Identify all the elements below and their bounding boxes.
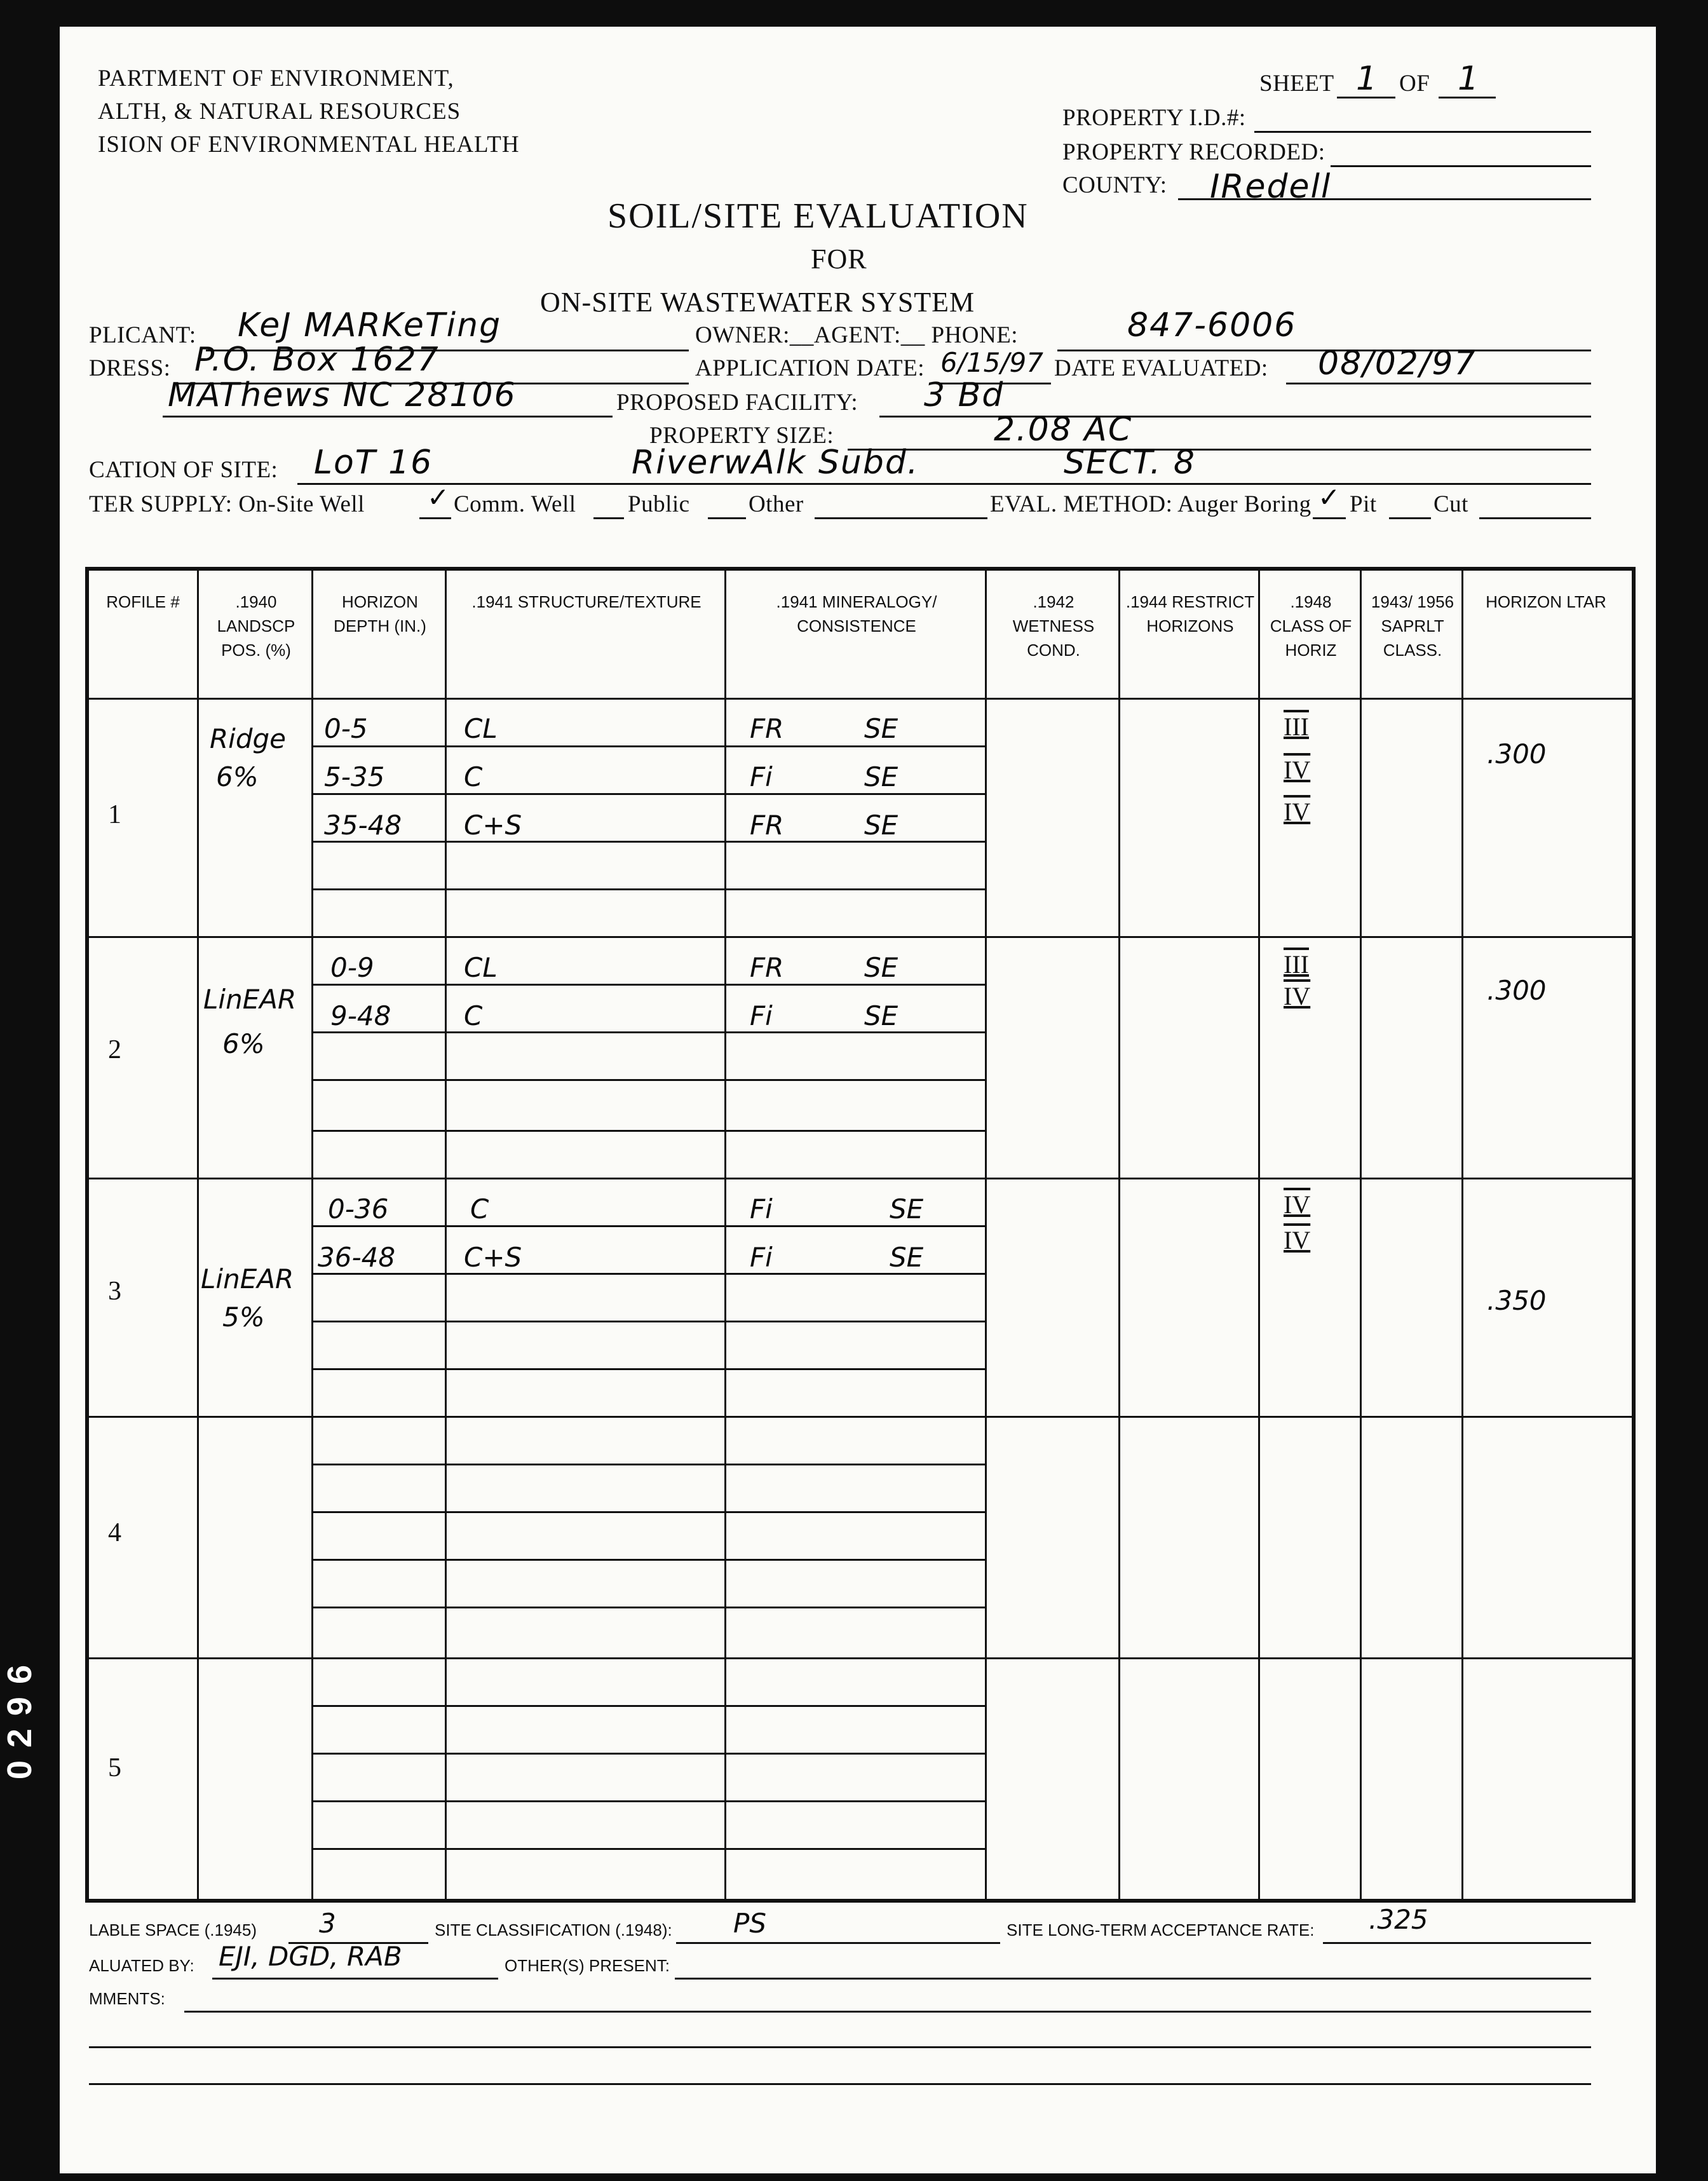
profile-2-depth-1: 0-9: [330, 952, 374, 983]
col-landscape-position: .1940 LANDSCP POS. (%): [217, 592, 295, 660]
dept-line-3: ISION OF ENVIRONMENTAL HEALTH: [98, 132, 520, 158]
profile-2-mineralogy-2: Fi: [750, 1000, 773, 1031]
profile-2-class-2: IV: [1284, 982, 1311, 1010]
profile-1-texture-1: CL: [464, 713, 498, 744]
profile-1-mineralogy-1: FR: [750, 713, 784, 744]
col-profile: ROFILE #: [106, 592, 180, 611]
property-size-value: 2.08 AC: [994, 411, 1133, 449]
profile-1-landscape: Ridge: [210, 723, 287, 754]
profile-2-class-1: III: [1284, 950, 1309, 979]
public-label: Public: [628, 491, 690, 517]
profile-3-number: 3: [108, 1277, 121, 1306]
profile-2-slope: 6%: [222, 1028, 265, 1059]
of-value: 1: [1458, 60, 1481, 98]
profile-1-texture-3: C+S: [464, 810, 522, 841]
evaluated-by-label: ALUATED BY:: [89, 1956, 194, 1975]
application-date-label: APPLICATION DATE:: [695, 355, 925, 381]
profile-1-number: 1: [108, 800, 121, 829]
profile-3-depth-2: 36-48: [318, 1242, 396, 1273]
auger-boring-check: ✓: [1318, 482, 1341, 513]
profile-3-class-2: IV: [1284, 1226, 1311, 1254]
others-present-label: OTHER(S) PRESENT:: [505, 1956, 670, 1975]
applicant-value: KeJ MARKeTing: [238, 306, 502, 344]
form-title-system: ON-SITE WASTEWATER SYSTEM: [540, 287, 975, 318]
col-saprolite-class: 1943/ 1956 SAPRLT CLASS.: [1371, 592, 1454, 660]
property-size-label: PROPERTY SIZE:: [649, 423, 834, 449]
col-wetness: .1942 WETNESS COND.: [1012, 592, 1095, 660]
profile-2-number: 2: [108, 1035, 121, 1064]
soil-profile-table: [85, 567, 1636, 1903]
col-class-of-horiz: .1948 CLASS OF HORIZ: [1270, 592, 1352, 660]
location-label: CATION OF SITE:: [89, 457, 278, 483]
profile-2-consistence-2: SE: [864, 1000, 898, 1031]
col-restrict-horizons: .1944 RESTRICT HORIZONS: [1125, 592, 1255, 635]
profile-2-consistence-1: SE: [864, 952, 898, 983]
location-subdivision: RiverwAlk Subd.: [632, 444, 919, 482]
profile-1-class-3: IV: [1284, 798, 1311, 826]
comments-label: MMENTS:: [89, 1989, 165, 2008]
applicant-label: PLICANT:: [89, 322, 196, 348]
profile-2-mineralogy-1: FR: [750, 952, 784, 983]
usable-space-label: LABLE SPACE (.1945): [89, 1920, 257, 1940]
address-label: DRESS:: [89, 355, 171, 381]
date-evaluated-label: DATE EVALUATED:: [1054, 355, 1268, 381]
site-classification-label: SITE CLASSIFICATION (.1948):: [435, 1920, 672, 1940]
dept-line-2: ALTH, & NATURAL RESOURCES: [98, 99, 461, 125]
profile-2-texture-1: CL: [464, 952, 498, 983]
profile-1-depth-3: 35-48: [324, 810, 402, 841]
on-site-well-check: ✓: [427, 482, 450, 513]
other-label: Other: [749, 491, 804, 517]
acceptance-rate-value: .325: [1369, 1904, 1428, 1935]
profile-1-class-2: IV: [1284, 756, 1311, 784]
profile-2-ltar: .300: [1487, 975, 1547, 1006]
profile-5-number: 5: [108, 1753, 121, 1783]
profile-3-mineralogy-1: Fi: [750, 1193, 773, 1225]
owner-agent-phone-label: OWNER:__AGENT:__ PHONE:: [695, 322, 1019, 348]
date-evaluated-value: 08/02/97: [1318, 344, 1477, 383]
col-structure-texture: .1941 STRUCTURE/TEXTURE: [471, 592, 702, 611]
profile-4-number: 4: [108, 1518, 121, 1547]
profile-3-depth-1: 0-36: [328, 1193, 389, 1225]
profile-1-depth-1: 0-5: [324, 713, 368, 744]
comm-well-label: Comm. Well: [454, 491, 576, 517]
pit-label: Pit: [1350, 491, 1377, 517]
profile-1-ltar: .300: [1487, 738, 1547, 770]
sheet-value: 1: [1356, 60, 1379, 98]
proposed-facility-label: PROPOSED FACILITY:: [616, 390, 858, 416]
profile-2-texture-2: C: [464, 1000, 483, 1031]
county-label: COUNTY:: [1062, 172, 1167, 198]
profile-3-consistence-2: SE: [890, 1242, 924, 1273]
dept-line-1: PARTMENT OF ENVIRONMENT,: [98, 65, 454, 92]
profile-1-class-1: III: [1284, 712, 1309, 741]
address-line-1: P.O. Box 1627: [194, 341, 440, 379]
profile-2-landscape: LinEAR: [203, 984, 297, 1015]
profile-1-mineralogy-3: FR: [750, 810, 784, 841]
site-classification-value: PS: [733, 1908, 766, 1939]
sheet-label: SHEET: [1259, 71, 1334, 97]
cut-label: Cut: [1434, 491, 1468, 517]
evaluated-by-value: EJI, DGD, RAB: [219, 1941, 402, 1972]
col-horizon-depth: HORIZON DEPTH (IN.): [334, 592, 426, 635]
profile-1-mineralogy-2: Fi: [750, 761, 773, 792]
soil-site-evaluation-form: [60, 27, 1656, 2173]
form-title: SOIL/SITE EVALUATION: [607, 196, 1029, 236]
of-label: OF: [1399, 71, 1430, 97]
address-line-2: MAThews NC 28106: [168, 376, 517, 414]
location-lot: LoT 16: [314, 444, 433, 482]
property-id-label: PROPERTY I.D.#:: [1062, 105, 1246, 131]
property-recorded-label: PROPERTY RECORDED:: [1062, 139, 1325, 165]
application-date-value: 6/15/97: [940, 347, 1043, 378]
profile-1-texture-2: C: [464, 761, 483, 792]
eval-method-label: EVAL. METHOD: Auger Boring: [990, 491, 1312, 517]
profile-1-consistence-2: SE: [864, 761, 898, 792]
profile-3-mineralogy-2: Fi: [750, 1242, 773, 1273]
proposed-facility-value: 3 Bd: [924, 376, 1005, 414]
county-value: IRedell: [1210, 168, 1332, 206]
profile-3-texture-2: C+S: [464, 1242, 522, 1273]
location-section: SECT. 8: [1064, 444, 1196, 482]
profile-1-consistence-1: SE: [864, 713, 898, 744]
water-supply-label: TER SUPPLY: On-Site Well: [89, 491, 365, 517]
profile-3-landscape: LinEAR: [201, 1263, 294, 1294]
profile-3-class-1: IV: [1284, 1190, 1311, 1219]
profile-1-depth-2: 5-35: [324, 761, 385, 792]
profile-1-consistence-3: SE: [864, 810, 898, 841]
profile-3-ltar: .350: [1487, 1285, 1547, 1316]
phone-value: 847-6006: [1127, 306, 1297, 344]
form-title-for: FOR: [811, 243, 867, 275]
binding-number: 0296: [1, 1652, 39, 1780]
acceptance-rate-label: SITE LONG-TERM ACCEPTANCE RATE:: [1006, 1920, 1315, 1940]
profile-3-slope: 5%: [222, 1301, 265, 1333]
profile-1-slope: 6%: [216, 761, 259, 792]
col-mineralogy-consistence: .1941 MINERALOGY/ CONSISTENCE: [776, 592, 937, 635]
col-horizon-ltar: HORIZON LTAR: [1486, 592, 1606, 611]
profile-3-texture-1: C: [470, 1193, 489, 1225]
profile-3-consistence-1: SE: [890, 1193, 924, 1225]
usable-space-value: 3: [319, 1908, 336, 1939]
profile-2-depth-2: 9-48: [330, 1000, 391, 1031]
